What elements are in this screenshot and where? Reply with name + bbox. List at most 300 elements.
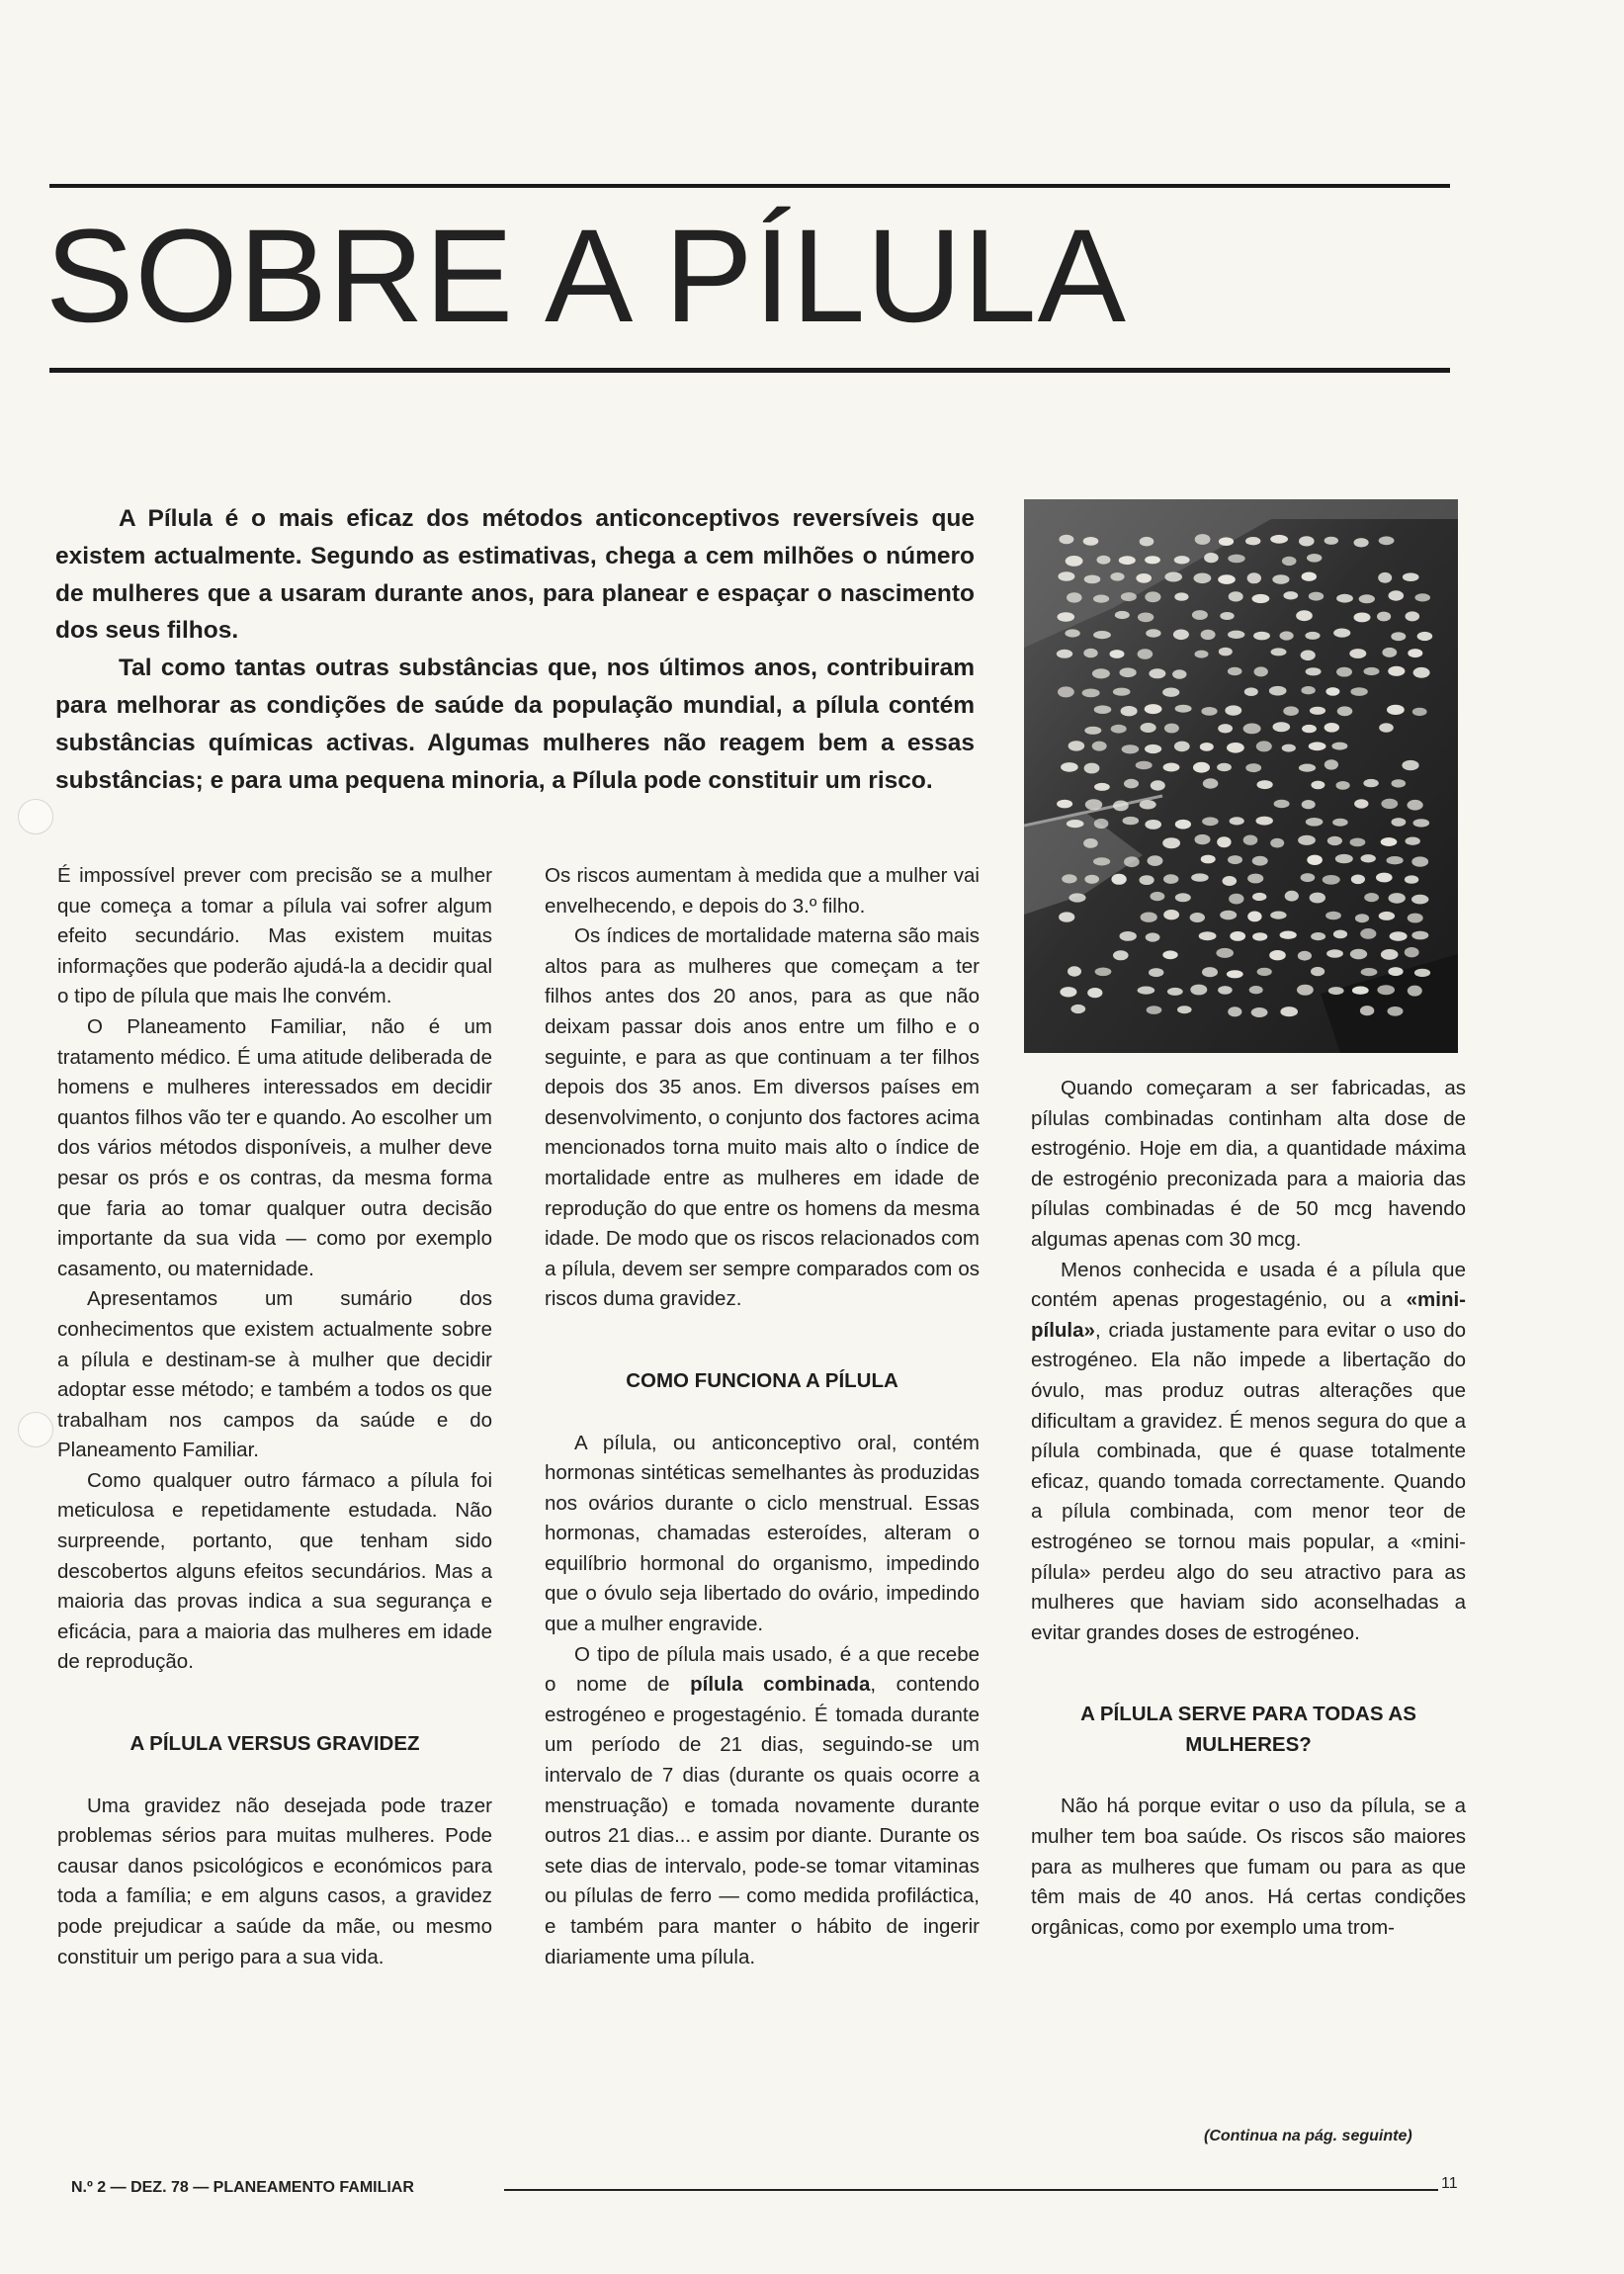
pill [1302, 800, 1316, 809]
pill [1333, 629, 1350, 638]
pill [1306, 667, 1322, 675]
text: , criada justamente para evitar o uso do estrogéneo. Ela não impede a libertação do óvulo, mas produz outras alterações que dificultam a gravidez. É menos segura do que a pílula combinada, que é quase totalmente eficaz, quando tomada correctamente. Quando a pílula combinada, com menor teor de estrogéneo se tornou mais popular, a «mini-pílula» perdeu algo do seu atractivo para as mulheres que haviam sido aconselhadas a evitar grandes doses de estrogéneo. [1031, 1318, 1466, 1644]
pill [1084, 727, 1101, 735]
pill [1336, 781, 1350, 790]
pill [1390, 931, 1408, 941]
pill [1270, 838, 1284, 848]
pill [1381, 949, 1399, 960]
pill [1200, 743, 1214, 751]
pill [1269, 686, 1287, 696]
pills-photo [1024, 499, 1458, 1053]
pill [1220, 911, 1237, 920]
pills-photo-image [1024, 499, 1458, 1053]
pill [1141, 723, 1156, 733]
pill [1228, 855, 1242, 864]
pill [1301, 873, 1316, 882]
pill [1138, 649, 1154, 659]
pill [1257, 968, 1272, 976]
pill [1162, 837, 1180, 848]
pill [1389, 590, 1405, 600]
pill [1138, 613, 1154, 623]
pill [1406, 611, 1420, 621]
pill [1201, 855, 1216, 864]
page-title: SOBRE A PÍLULA [45, 203, 1127, 350]
pill [1299, 536, 1315, 546]
pill [1391, 632, 1406, 641]
pill [1352, 987, 1369, 995]
pill [1413, 819, 1430, 827]
punch-hole [18, 799, 53, 834]
pill [1252, 856, 1268, 866]
pill [1405, 947, 1419, 957]
pill [1121, 706, 1138, 716]
pill [1333, 930, 1347, 939]
pill [1406, 837, 1420, 845]
pill [1203, 778, 1219, 788]
pill [1282, 557, 1297, 566]
pill [1379, 723, 1394, 732]
pill [1403, 572, 1419, 581]
pill [1095, 968, 1112, 977]
pill [1067, 592, 1082, 602]
pill [1083, 838, 1098, 848]
pill [1145, 591, 1160, 602]
pill [1163, 910, 1179, 919]
pill [1417, 632, 1433, 641]
pill [1123, 817, 1140, 825]
pill [1065, 629, 1079, 637]
pill [1228, 667, 1242, 675]
pill [1220, 612, 1234, 620]
paragraph [545, 1640, 980, 1973]
pill [1296, 610, 1313, 621]
pill [1332, 819, 1348, 827]
pill [1092, 742, 1107, 751]
pill [1249, 986, 1263, 994]
pill [1243, 835, 1258, 845]
pill [1094, 705, 1112, 714]
pill [1387, 856, 1404, 864]
pill [1057, 650, 1072, 658]
pill [1145, 556, 1160, 564]
text: Menos conhecida e usada é a pílula que contém apenas progestagénio, ou a [1031, 1258, 1466, 1312]
pill [1084, 875, 1099, 884]
pill [1273, 722, 1291, 732]
pill [1059, 535, 1073, 544]
pill [1070, 1005, 1085, 1013]
pill [1354, 538, 1369, 547]
pill [1381, 837, 1398, 846]
page-number: 11 [1441, 2175, 1458, 2192]
pill [1083, 649, 1097, 658]
pill [1387, 705, 1405, 715]
pill [1360, 1006, 1374, 1015]
pill [1068, 893, 1085, 902]
pill [1061, 762, 1078, 772]
pill [1163, 874, 1178, 884]
pill [1124, 779, 1139, 789]
pill [1145, 704, 1162, 714]
pill [1195, 834, 1211, 844]
paragraph: Apresentamos um sumário dos conhecimentos que existem actualmente sobre a pílula e destinam-se à mulher que decidir adoptar esse método; e também a todos os que trabalham nos campos da saúde e do Planeamento Familiar. [57, 1287, 492, 1462]
pill [1085, 799, 1102, 810]
pill [1392, 818, 1407, 827]
pill [1060, 987, 1076, 997]
pill [1228, 631, 1244, 639]
pill [1280, 631, 1294, 640]
pill [1413, 667, 1430, 678]
pill [1110, 572, 1124, 581]
pill [1254, 666, 1268, 676]
intro-paragraph: A Pílula é o mais eficaz dos métodos anticonceptivos reversíveis que existem actualmente. Segundo as estimativas, chega a cem milhões o número de mulheres que a usaram durante anos, para planear e espaçar o nascimento dos seus filhos. [55, 505, 975, 645]
pill [1302, 572, 1317, 581]
pill [1381, 799, 1398, 809]
pill [1223, 876, 1238, 886]
pill [1227, 970, 1243, 978]
pill [1174, 592, 1188, 600]
paragraph: A pílula, ou anticonceptivo oral, contém hormonas sintéticas semelhantes às produzidas nos ovários durante o ciclo menstrual. Essas hormonas, chamadas esteroídes, alteram o equilíbrio hormonal do organismo, impedindo que o óvulo seja libertado do ovário, impedindo que a mulher engravide. [545, 1431, 980, 1636]
pill [1247, 874, 1263, 884]
pill [1309, 592, 1324, 601]
pill [1228, 555, 1244, 564]
pill [1097, 556, 1111, 565]
pill [1066, 556, 1083, 567]
pill [1093, 595, 1109, 603]
pill [1280, 1006, 1298, 1016]
pill [1283, 591, 1298, 599]
pill [1325, 723, 1339, 733]
pill [1068, 966, 1081, 976]
pill [1411, 931, 1428, 940]
pill [1094, 819, 1109, 829]
pill [1252, 594, 1270, 603]
pill [1068, 741, 1085, 750]
pill [1247, 912, 1261, 922]
pill [1201, 707, 1217, 716]
pill [1230, 931, 1245, 941]
pill [1115, 611, 1130, 619]
pill [1307, 554, 1322, 563]
section-heading: A PÍLULA VERSUS GRAVIDEZ [129, 1732, 420, 1756]
paragraph [1031, 1256, 1466, 1649]
pill [1172, 669, 1186, 678]
intro-paragraph: Tal como tantas outras substâncias que, nos últimos anos, contribuiram para melhorar as condições de saúde da população mundial, a pílula contém substâncias químicas activas. Algumas mulheres não reagem bem a essas substâncias; e para uma pequena minoria, a Pílula pode constituir um risco. [55, 655, 975, 794]
pill [1311, 932, 1325, 940]
continuation-note: (Continua na pág. seguinte) [1204, 2128, 1412, 2144]
pill [1057, 800, 1072, 809]
pill [1364, 667, 1380, 675]
pill [1113, 801, 1129, 812]
pill [1388, 967, 1403, 976]
pill [1174, 742, 1190, 752]
pill [1326, 949, 1343, 958]
pill [1361, 854, 1376, 862]
pill [1113, 950, 1129, 960]
pill [1408, 986, 1422, 997]
pill [1270, 912, 1286, 919]
pill [1351, 875, 1365, 885]
pill [1253, 632, 1270, 641]
pill [1087, 988, 1102, 998]
pill [1173, 630, 1189, 641]
pill [1280, 931, 1297, 939]
pill [1388, 1006, 1404, 1016]
pill [1124, 856, 1140, 867]
pill [1113, 688, 1131, 696]
pill [1301, 651, 1316, 661]
pill [1146, 629, 1160, 637]
pill [1062, 874, 1076, 883]
pill [1378, 572, 1392, 583]
pill [1337, 706, 1353, 716]
pill [1336, 667, 1352, 677]
pill [1175, 705, 1192, 713]
pill [1084, 575, 1101, 584]
pill [1309, 742, 1326, 750]
pill [1149, 668, 1165, 678]
column-2 [545, 861, 980, 1972]
pill [1120, 667, 1137, 677]
title-bottom-rule [49, 368, 1450, 373]
pill [1147, 1006, 1162, 1014]
pill [1376, 873, 1393, 883]
intro-lead [55, 500, 975, 799]
pill [1058, 612, 1075, 621]
pill [1379, 536, 1395, 545]
pill [1359, 594, 1375, 603]
footer-issue: N.º 2 — DEZ. 78 — PLANEAMENTO FAMILIAR [71, 2179, 414, 2196]
pill [1136, 761, 1153, 769]
pill [1140, 800, 1156, 809]
pill [1285, 891, 1299, 902]
pill [1058, 571, 1074, 580]
pill [1111, 874, 1126, 885]
pill [1084, 763, 1100, 774]
pill [1402, 760, 1418, 770]
pill [1225, 705, 1241, 715]
paragraph: Não há porque evitar o uso da pílula, se a mulher tem boa saúde. Os riscos são maiores para as mulheres que fumam ou para as que têm mais de 40 anos. Há certas condições orgânicas, como por exemplo uma trom- [1031, 1794, 1466, 1939]
pill [1244, 687, 1258, 696]
section-heading: COMO FUNCIONA A PÍLULA [626, 1368, 898, 1392]
pill [1199, 931, 1217, 940]
pill [1311, 967, 1325, 976]
text: O tipo de pílula mais usado, é a que recebe o nome de [545, 1642, 980, 1697]
pill [1093, 857, 1110, 865]
pill [1162, 950, 1177, 959]
pill [1252, 893, 1266, 901]
pill [1392, 779, 1407, 787]
pill [1408, 649, 1422, 657]
pill [1195, 534, 1211, 545]
pill [1119, 556, 1136, 565]
pill [1350, 687, 1367, 696]
pill [1414, 593, 1430, 601]
pill [1201, 630, 1216, 640]
pill [1379, 912, 1395, 920]
pill [1083, 537, 1099, 546]
pill [1163, 763, 1180, 772]
pill [1328, 987, 1344, 995]
pill [1301, 686, 1315, 694]
pill [1361, 968, 1378, 976]
pill [1388, 666, 1405, 676]
pill [1151, 892, 1165, 901]
pill [1306, 818, 1324, 827]
pill [1175, 820, 1191, 830]
column-3 [1031, 1074, 1466, 1943]
pill [1350, 838, 1366, 847]
pill [1325, 687, 1339, 696]
pill [1067, 820, 1084, 828]
pill [1298, 951, 1312, 961]
pill [1354, 613, 1371, 623]
pill [1138, 987, 1155, 995]
punch-hole [18, 1412, 53, 1447]
pill [1110, 650, 1125, 658]
pill [1310, 893, 1325, 904]
footer-rule [504, 2189, 1438, 2191]
pill [1272, 574, 1289, 584]
pill [1331, 743, 1347, 750]
pill [1140, 875, 1154, 885]
pill [1191, 873, 1209, 881]
pill [1283, 706, 1299, 716]
pill [1141, 913, 1157, 922]
pill [1094, 783, 1110, 791]
pill [1218, 724, 1233, 733]
pill [1111, 725, 1127, 734]
pill [1216, 948, 1234, 958]
paragraph: Os índices de mortalidade materna são mais altos para as mulheres que começam a ter filhos antes dos 20 anos, para as que não deixam passar dois anos entre um filho e o seguinte, e para as que continuam a ter filhos depois dos 35 anos. Em diversos países em desenvolvimento, o conjunto dos factores acima mencionados torna muito mais alto o índice de mortalidade entre as mulheres em idade de reprodução do que entre os homens da mesma idade. De modo que os riscos relacionados com a pílula, devem ser sempre comparados com os riscos duma gravidez. [545, 924, 980, 1311]
paragraph: O Planeamento Familiar, não é um tratamento médico. É uma atitude deliberada de homens e mulheres interessados em decidir quantos filhos vão ter e quando. Ao escolher um dos vários métodos disponíveis, a mulher deve pesar os prós e os contras, da mesma forma que faria ao tomar qualquer outra decisão importante da sua vida — como por exemplo casamento, ou maternidade. [57, 1014, 492, 1280]
pill [1364, 893, 1379, 902]
pill [1122, 744, 1140, 753]
pill [1274, 800, 1290, 808]
pill [1323, 875, 1340, 885]
pill [1219, 648, 1233, 656]
pill [1174, 556, 1190, 564]
pill [1227, 743, 1244, 753]
pill [1145, 744, 1161, 753]
pill [1256, 817, 1273, 826]
pill [1282, 744, 1296, 752]
pill [1325, 537, 1338, 545]
pill [1355, 914, 1369, 922]
pill [1058, 686, 1074, 697]
pill [1120, 931, 1137, 941]
emphasis: pílula combinada [690, 1673, 871, 1697]
pill [1092, 668, 1110, 678]
title-top-rule [49, 184, 1450, 188]
pill [1411, 856, 1428, 866]
pill [1218, 574, 1236, 584]
pill [1408, 914, 1423, 923]
pill [1192, 610, 1208, 620]
paragraph: É impossível prever com precisão se a mulher que começa a tomar a pílula vai sofrer algum efeito secundário. Mas existem muitas informações que poderão ajudá-la a decidir qual o tipo de pílula que mais lhe convém. [57, 864, 492, 1008]
pill [1151, 780, 1165, 790]
pill [1217, 763, 1232, 771]
pill [1297, 985, 1314, 996]
emphasis: «mini-pílula» [1031, 1288, 1466, 1342]
pill [1310, 707, 1325, 715]
paragraph: Uma gravidez não desejada pode trazer problemas sérios para muitas mulheres. Pode causar danos psicológicos e económicos para toda a família; e em alguns casos, a gravidez pode prejudicar a saúde da mãe, ou mesmo constituir um perigo para a sua vida. [57, 1793, 492, 1968]
pill [1121, 592, 1137, 601]
pill [1148, 855, 1163, 866]
pill [1412, 708, 1427, 716]
pill [1164, 724, 1179, 734]
pill [1382, 648, 1397, 657]
pill [1360, 928, 1376, 939]
section-heading: A PÍLULA SERVE PARA TODAS AS MULHERES? [1080, 1703, 1416, 1756]
pill [1307, 855, 1323, 865]
paragraph: Quando começaram a ser fabricadas, as pílulas combinadas continham alta dose de estrogénio. Hoje em dia, a quantidade máxima de estrogénio preconizada para a maioria das pílulas combinadas é de 50 mcg havendo algumas apenas com 30 mcg. [1031, 1077, 1466, 1251]
column-1 [57, 861, 492, 1972]
pill [1218, 986, 1233, 995]
pill [1229, 894, 1243, 905]
pill [1204, 553, 1219, 563]
pill [1363, 779, 1378, 787]
pill [1256, 741, 1272, 751]
pill [1414, 969, 1430, 977]
pill [1257, 780, 1273, 789]
pill [1202, 967, 1218, 977]
pill [1411, 895, 1428, 905]
pill [1164, 572, 1182, 582]
pill [1194, 573, 1212, 584]
pill [1270, 535, 1288, 544]
pill [1190, 913, 1205, 922]
pill [1252, 932, 1267, 940]
pill [1229, 591, 1243, 601]
pill [1354, 799, 1368, 808]
pill [1305, 632, 1320, 640]
pill [1271, 648, 1287, 656]
pill [1245, 537, 1260, 545]
pill [1162, 688, 1179, 697]
pill [1082, 689, 1100, 698]
pill [1245, 763, 1261, 772]
pill [1219, 537, 1234, 546]
pill [1408, 800, 1423, 811]
pill [1059, 912, 1074, 921]
pill [1243, 724, 1261, 735]
pill [1149, 968, 1163, 977]
pill [1327, 836, 1342, 845]
text: , contendo estrogéneo e progestagénio. É tomada durante um período de 21 dias, seguindo-se um intervalo de 7 dias (durante os quais ocorre a menstruação) e tomada novamente durante outros 21 dias... e assim por diante. Durante os sete dias de intervalo, pode-se tomar vitaminas ou pílulas de ferro — como medida profiláctica, e também para manter o hábito de ingerir diariamente uma pílula. [545, 1673, 980, 1968]
pill [1269, 950, 1286, 960]
pill [1175, 893, 1191, 902]
pill [1177, 1006, 1192, 1013]
pill [1146, 932, 1160, 941]
pill [1202, 817, 1219, 826]
pill [1405, 875, 1418, 883]
pill [1247, 572, 1261, 583]
pill [1299, 764, 1316, 772]
pill [1311, 781, 1325, 790]
pill [1377, 985, 1395, 995]
pill [1336, 594, 1353, 603]
pill [1093, 631, 1111, 639]
pill [1335, 854, 1353, 863]
pill [1349, 649, 1366, 658]
pill [1298, 835, 1316, 845]
pill [1228, 1006, 1241, 1016]
pill [1140, 537, 1154, 547]
pill [1193, 762, 1210, 773]
pill [1325, 912, 1341, 920]
pill [1251, 1007, 1268, 1017]
pill [1377, 612, 1391, 622]
